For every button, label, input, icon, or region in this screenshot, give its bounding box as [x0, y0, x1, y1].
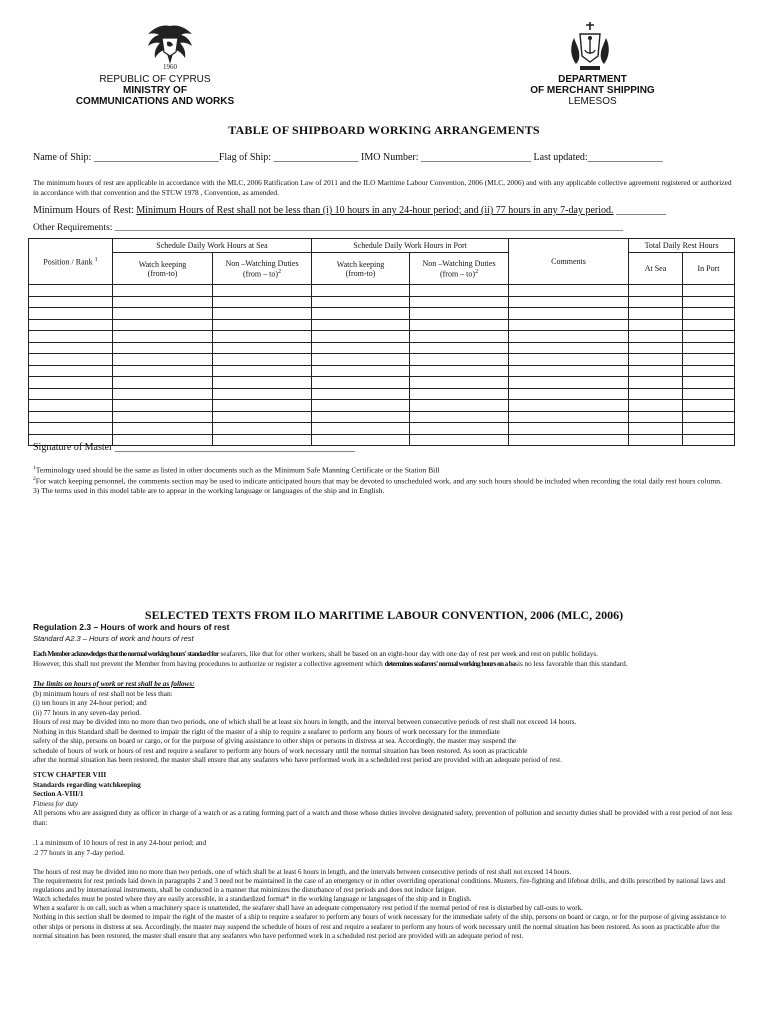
footnote-3: 3) The terms used in this model table are to appear in the working language or languages of the ship and in English. [33, 486, 385, 496]
table-cell[interactable] [509, 296, 629, 308]
table-cell[interactable] [509, 342, 629, 354]
table-cell[interactable] [629, 331, 683, 343]
ship-details-line[interactable]: Name of Ship: _________________________Flag of Ship: _________________ IMO Number: ______________________ Last updated:_______________ [33, 152, 663, 163]
table-row [29, 423, 735, 435]
table-cell[interactable] [29, 354, 113, 366]
table-cell[interactable] [683, 400, 735, 412]
page-title: TABLE OF SHIPBOARD WORKING ARRANGEMENTS [228, 123, 540, 137]
stcw-paragraph-1: All persons who are assigned duty as officer in charge of a watch or as a rating forming part of a watch and those whose duties involve designated safety, prevention of pollution and security duties shall be provided with a rest period of not less than: [33, 809, 732, 827]
table-cell[interactable] [410, 308, 509, 320]
table-cell[interactable] [312, 365, 410, 377]
table-cell[interactable] [29, 377, 113, 389]
other-requirements-line[interactable]: Other Requirements: ___________________________________________________________________________________________________________ [33, 223, 624, 233]
table-cell[interactable] [629, 377, 683, 389]
svg-text:1960: 1960 [163, 63, 177, 70]
limits-line: (b) minimum hours of rest shall not be less than: [33, 689, 173, 698]
table-cell[interactable] [29, 411, 113, 423]
limits-line: (i) ten hours in any 24-hour period; and [33, 699, 147, 707]
table-cell[interactable] [683, 388, 735, 400]
table-row [29, 319, 735, 331]
table-cell[interactable] [213, 377, 312, 389]
limits-section [33, 680, 738, 766]
table-cell[interactable] [312, 377, 410, 389]
table-cell[interactable] [29, 319, 113, 331]
table-cell[interactable] [629, 365, 683, 377]
table-cell[interactable] [213, 400, 312, 412]
table-cell[interactable] [629, 354, 683, 366]
stcw-item-1: .1 a minimum of 10 hours of rest in any 24-hour period; and [33, 839, 207, 847]
table-row [29, 331, 735, 343]
table-cell[interactable] [410, 388, 509, 400]
table-cell[interactable] [629, 434, 683, 446]
table-cell[interactable] [683, 319, 735, 331]
merchant-shipping-emblem-icon [562, 20, 618, 72]
table-cell[interactable] [312, 411, 410, 423]
table-cell[interactable] [683, 296, 735, 308]
table-cell[interactable] [312, 342, 410, 354]
table-row [29, 285, 735, 297]
table-cell[interactable] [410, 319, 509, 331]
header-ministry-name: COMMUNICATIONS AND WORKS [75, 96, 235, 107]
table-cell[interactable] [29, 285, 113, 297]
table-cell[interactable] [509, 400, 629, 412]
table-cell[interactable] [113, 319, 213, 331]
header-department-name: OF MERCHANT SHIPPING [530, 85, 655, 96]
table-cell[interactable] [629, 319, 683, 331]
limits-line: (ii) 77 hours in any seven-day period. [33, 708, 141, 717]
table-cell[interactable] [113, 388, 213, 400]
table-cell[interactable] [213, 319, 312, 331]
table-row [29, 342, 735, 354]
department-header [505, 74, 680, 107]
table-row [29, 365, 735, 377]
table-cell[interactable] [683, 365, 735, 377]
header-total-rest: Total Daily Rest Hours [629, 239, 735, 253]
table-cell[interactable] [29, 331, 113, 343]
limits-line: safety of the ship, persons on board or cargo, or for the purpose of giving assistance to other ships or persons in distress at sea. Accordingly, the master may suspend the [33, 737, 517, 745]
table-cell[interactable] [29, 423, 113, 435]
limits-heading: The limits on hours of work or rest shall be as follows: [33, 680, 195, 688]
stcw-items [33, 839, 738, 858]
table-cell[interactable] [113, 342, 213, 354]
table-cell[interactable] [410, 423, 509, 435]
table-cell[interactable] [683, 285, 735, 297]
table-cell[interactable] [213, 354, 312, 366]
limits-line: Nothing in this Standard shall be deemed to impair the right of the master of a ship to require a seafarer to perform any hours of work necessary for the immediate [33, 727, 500, 736]
table-cell[interactable] [29, 365, 113, 377]
table-cell[interactable] [629, 400, 683, 412]
table-cell[interactable] [213, 331, 312, 343]
table-cell[interactable] [683, 331, 735, 343]
footnotes [33, 464, 738, 496]
header-in-port: In Port [683, 253, 735, 285]
table-cell[interactable] [683, 377, 735, 389]
table-cell[interactable] [509, 331, 629, 343]
stcw-paragraph-line: When a seafarer is on call, such as when a machinery space is unattended, the seafarer shall have an adequate compensatory rest period if the normal period of rest is disturbed by call-outs to work. [33, 904, 583, 913]
table-cell[interactable] [213, 365, 312, 377]
table-cell[interactable] [629, 388, 683, 400]
stcw-section [33, 771, 738, 828]
header-position-rank: Position / Rank $^1$ [29, 239, 113, 285]
header-city: LEMESOS [568, 96, 617, 107]
stcw-rest-paragraphs [33, 868, 738, 941]
table-cell[interactable] [113, 354, 213, 366]
table-cell[interactable] [113, 365, 213, 377]
stcw-standards: Standards regarding watchkeeping [33, 780, 141, 789]
table-cell[interactable] [410, 434, 509, 446]
table-cell[interactable] [29, 400, 113, 412]
table-cell[interactable] [312, 296, 410, 308]
table-row [29, 296, 735, 308]
table-cell[interactable] [509, 423, 629, 435]
limits-line: after the normal situation has been restored, the master shall ensure that any seafarers who have performed work in a scheduled rest period are provided with an adequate period of rest. [33, 756, 562, 764]
minimum-rest-line[interactable] [33, 205, 666, 216]
table-cell[interactable] [629, 308, 683, 320]
table-cell[interactable] [213, 423, 312, 435]
table-cell[interactable] [213, 411, 312, 423]
section-title: SELECTED TEXTS FROM ILO MARITIME LABOUR CONVENTION, 2006 (MLC, 2006) [144, 608, 624, 622]
limits-line: schedule of hours of work or hours of rest and require a seafarer to perform any hours of work necessary until the normal situation has been restored. As soon as practicable [33, 746, 528, 755]
stcw-paragraph-line: The requirements for rest periods laid down in paragraphs 2 and 3 need not be maintained in the case of an emergency or in other overriding operational conditions. Musters, fire-fighting and lifeboat drills, and drills prescribed by national laws and regulations and by international instruments, shall be conducted in a manner that minimizes the disturbance of rest periods and does not induce fatigue. [33, 877, 726, 895]
table-cell[interactable] [683, 308, 735, 320]
table-cell[interactable] [213, 342, 312, 354]
stcw-chapter: STCW CHAPTER VIII [33, 771, 107, 779]
table-row [29, 377, 735, 389]
limits-line: Hours of rest may be divided into no more than two periods, one of which shall be at least six hours in length, and the interval between consecutive periods of rest shall not exceed 14 hours. [33, 718, 577, 726]
table-cell[interactable] [629, 296, 683, 308]
table-cell[interactable] [312, 423, 410, 435]
table-row [29, 308, 735, 320]
regulation-title: Regulation 2.3 – Hours of work and hours of rest [33, 622, 230, 632]
table-cell[interactable] [410, 400, 509, 412]
table-row [29, 400, 735, 412]
table-cell[interactable] [683, 423, 735, 435]
working-arrangements-table [28, 238, 735, 446]
table-cell[interactable] [29, 296, 113, 308]
footnote-1: $^1$Terminology used should be the same as listed in other documents such as the Minimum Safe Manning Certificate or the Station Bill [33, 465, 440, 475]
header-sea-non-watching: Non –Watching Duties (from – to)$^2$ [213, 253, 312, 285]
table-row [29, 388, 735, 400]
table-cell[interactable] [509, 434, 629, 446]
table-cell[interactable] [683, 354, 735, 366]
standard-paragraph: Each Member acknowledges that the normal working hours' standard for seafarers, like that for other workers, shall be based on an eight-hour day with one day of rest per week and rest on public holidays. However, this shall not prevent the Member from having procedures to authorize or register a collective agreement which determines seafarers' normal working hours on a basis no less favorable than this standard. [33, 650, 628, 668]
table-cell[interactable] [509, 365, 629, 377]
table-cell[interactable] [410, 285, 509, 297]
table-cell[interactable] [213, 308, 312, 320]
stcw-item-2: .2 77 hours in any 7-day period. [33, 848, 125, 857]
table-cell[interactable] [312, 285, 410, 297]
header-comments: Comments [509, 239, 629, 285]
table-cell[interactable] [509, 377, 629, 389]
table-cell[interactable] [509, 411, 629, 423]
intro-paragraph: The minimum hours of rest are applicable in accordance with the MLC, 2006 Ratification Law of 2011 and the ILO Maritime Labour Convention, 2006 (MLC, 2006) and with any applicable collective agreement registered or authorized in accordance with that convention and the STCW 1978 , Convention, as amended. [33, 178, 732, 197]
header-country: REPUBLIC OF CYPRUS [99, 74, 211, 85]
header-schedule-port: Schedule Daily Work Hours in Port [312, 239, 509, 253]
header-schedule-sea: Schedule Daily Work Hours at Sea [113, 239, 312, 253]
signature-line[interactable]: Signature of Master ________________________________________________ [33, 442, 355, 453]
table-cell[interactable] [113, 423, 213, 435]
table-cell[interactable] [113, 296, 213, 308]
table-cell[interactable] [213, 285, 312, 297]
table-cell[interactable] [312, 319, 410, 331]
ministry-header [60, 74, 250, 107]
header-department: DEPARTMENT [558, 74, 627, 85]
table-cell[interactable] [312, 388, 410, 400]
cyprus-coat-of-arms-icon [140, 20, 200, 70]
table-cell[interactable] [113, 411, 213, 423]
table-cell[interactable] [113, 308, 213, 320]
table-cell[interactable] [509, 285, 629, 297]
table-cell[interactable] [29, 308, 113, 320]
table-cell[interactable] [683, 411, 735, 423]
table-cell[interactable] [312, 400, 410, 412]
table-cell[interactable] [629, 285, 683, 297]
table-cell[interactable] [629, 423, 683, 435]
table-cell[interactable] [683, 434, 735, 446]
table-cell[interactable] [410, 354, 509, 366]
stcw-paragraph-line: The hours of rest may be divided into no more than two periods, one of which shall be at least 6 hours in length, and the intervals between consecutive periods of rest shall not exceed 14 hours. [33, 868, 572, 876]
table-cell[interactable] [213, 388, 312, 400]
table-cell[interactable] [312, 308, 410, 320]
footnote-2: $^2$For watch keeping personnel, the comments section may be used to indicate anticipated hours that may be devoted to unscheduled work, and any such hours should be included when recording the total daily rest hours column. [33, 476, 722, 486]
table-cell[interactable] [312, 331, 410, 343]
header-sea-watch-keeping: Watch keeping (from-to) [113, 253, 213, 285]
table-cell[interactable] [113, 285, 213, 297]
table-cell[interactable] [410, 365, 509, 377]
table-cell[interactable] [509, 354, 629, 366]
stcw-paragraph-line: Nothing in this section shall be deemed to impair the right of the master of a ship to require a seafarer to perform any hours of work necessary for the immediate safety of the ship, persons on board or cargo, or for the purpose of giving assistance to other ships or persons in distress at sea. Accordingly, the master may suspend the schedule of hours of rest and require a seafarer to perform any hours of work necessary until the normal situation has been restored. As soon as practicable after the normal situation has been restored, the master shall ensure that any seafarers who have performed work in a scheduled rest period are provided with an adequate period of rest. [33, 913, 726, 940]
table-cell[interactable] [629, 342, 683, 354]
stcw-fitness: Fitness for duty [33, 799, 79, 808]
table-cell[interactable] [683, 342, 735, 354]
table-cell[interactable] [509, 319, 629, 331]
minimum-rest-value: Minimum Hours of Rest shall not be less than (i) 10 hours in any 24-hour period; and (ii) 77 hours in any 7-day period. [136, 205, 614, 216]
table-cell[interactable] [509, 308, 629, 320]
table-cell[interactable] [629, 411, 683, 423]
header-ministry: MINISTRY OF [123, 85, 187, 96]
minimum-rest-tail: __________ [616, 205, 666, 216]
table-cell[interactable] [29, 388, 113, 400]
table-cell[interactable] [410, 331, 509, 343]
table-cell[interactable] [410, 411, 509, 423]
stcw-section-number: Section A-VIII/1 [33, 790, 84, 798]
header-port-watch-keeping: Watch keeping (from-to) [312, 253, 410, 285]
minimum-rest-label: Minimum Hours of Rest: [33, 205, 134, 216]
header-port-non-watching: Non –Watching Duties (from – to)$^2$ [410, 253, 509, 285]
table-row [29, 411, 735, 423]
table-cell[interactable] [312, 354, 410, 366]
header-at-sea: At Sea [629, 253, 683, 285]
table-cell[interactable] [509, 388, 629, 400]
table-cell[interactable] [113, 377, 213, 389]
standard-title: Standard A2.3 – Hours of work and hours of rest [33, 634, 194, 643]
table-cell[interactable] [113, 331, 213, 343]
table-cell[interactable] [29, 342, 113, 354]
stcw-paragraph-line: Watch schedules must be posted where they are easily accessible, in a standardized format* in the working language or languages of the ship and in English. [33, 895, 472, 904]
table-cell[interactable] [213, 296, 312, 308]
table-row [29, 354, 735, 366]
table-cell[interactable] [410, 377, 509, 389]
table-cell[interactable] [410, 296, 509, 308]
table-cell[interactable] [410, 342, 509, 354]
table-cell[interactable] [113, 400, 213, 412]
